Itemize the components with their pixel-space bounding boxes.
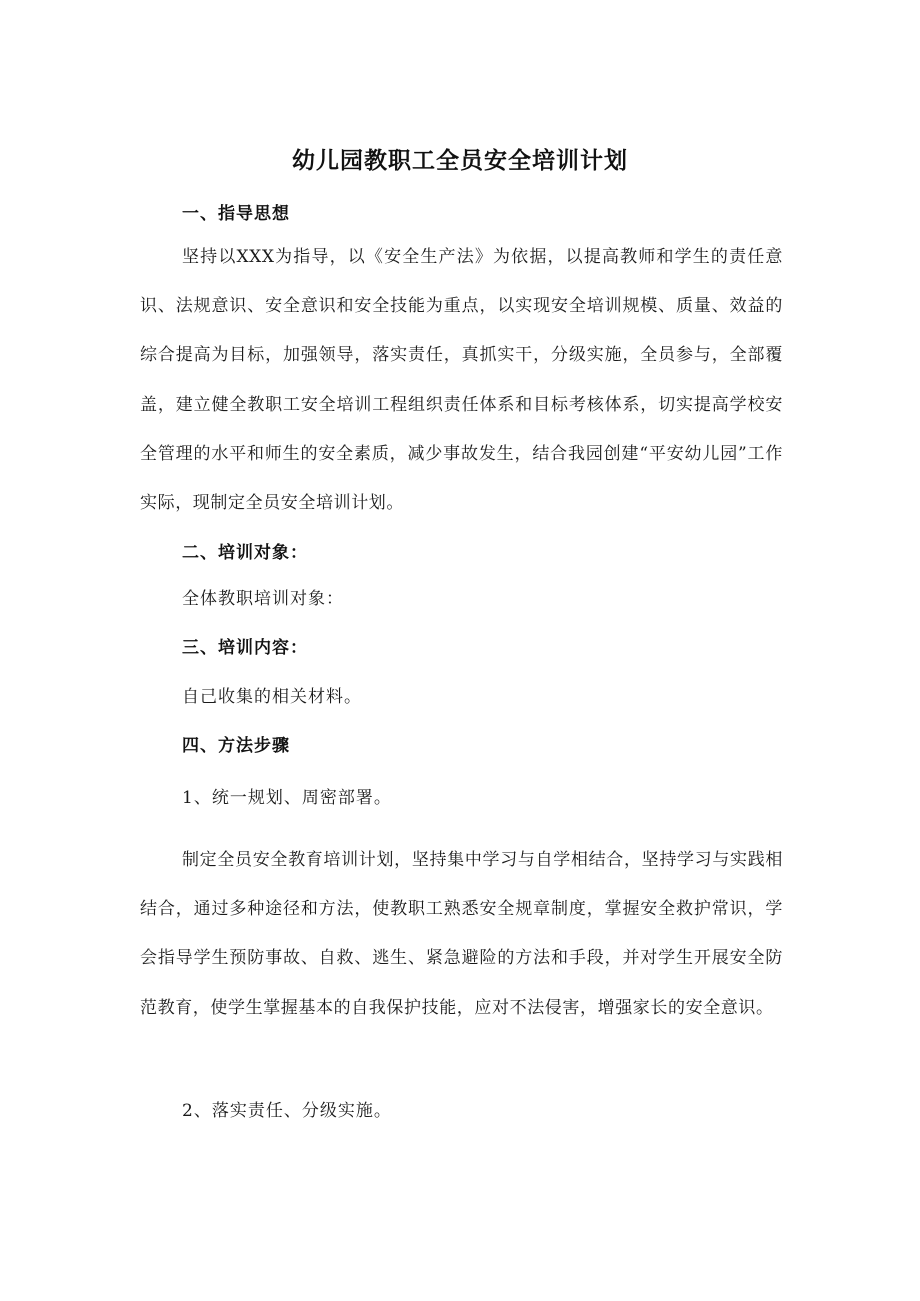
step-item-2: 2、落实责任、分级实施。 bbox=[182, 1101, 392, 1121]
section-heading-training-content: 三、培训内容： bbox=[182, 638, 308, 658]
step-item-1: 1、统一规划、周密部署。 bbox=[182, 788, 392, 808]
section-paragraph-training-content: 自己收集的相关材料。 bbox=[182, 687, 362, 707]
document-title: 幼儿园教职工全员安全培训计划 bbox=[292, 147, 628, 174]
section-heading-training-target: 二、培训对象： bbox=[182, 543, 308, 563]
section-paragraph-training-target: 全体教职培训对象： bbox=[182, 589, 344, 609]
section-heading-method-steps: 四、方法步骤 bbox=[182, 736, 290, 756]
section-heading-guiding-ideology: 一、指导思想 bbox=[182, 204, 290, 224]
section-paragraph-guiding-ideology: 坚持以XXX为指导，以《安全生产法》为依据，以提高教师和学生的责任意识、法规意识、安全意识和安全技能为重点，以实现安全培训规模、质量、效益的综合提高为目标，加强领导，落实责任，真抓实干，分级实施，全员参与，全部覆盖，建立健全教职工安全培训工程组织责任体系和目标考核体系，切实提高学校安全管理的水平和师生的安全素质，减少事故发生，结合我园创建“平安幼儿园”工作实际，现制定全员安全培训计划。 bbox=[140, 247, 783, 514]
section-paragraph-method-steps: 制定全员安全教育培训计划，坚持集中学习与自学相结合，坚持学习与实践相结合，通过多种途径和方法，使教职工熟悉安全规章制度，掌握安全救护常识，学会指导学生预防事故、自救、逃生、紧急避险的方法和手段，并对学生开展安全防范教育，使学生掌握基本的自我保护技能，应对不法侵害，增强家长的安全意识。 bbox=[140, 850, 783, 1018]
